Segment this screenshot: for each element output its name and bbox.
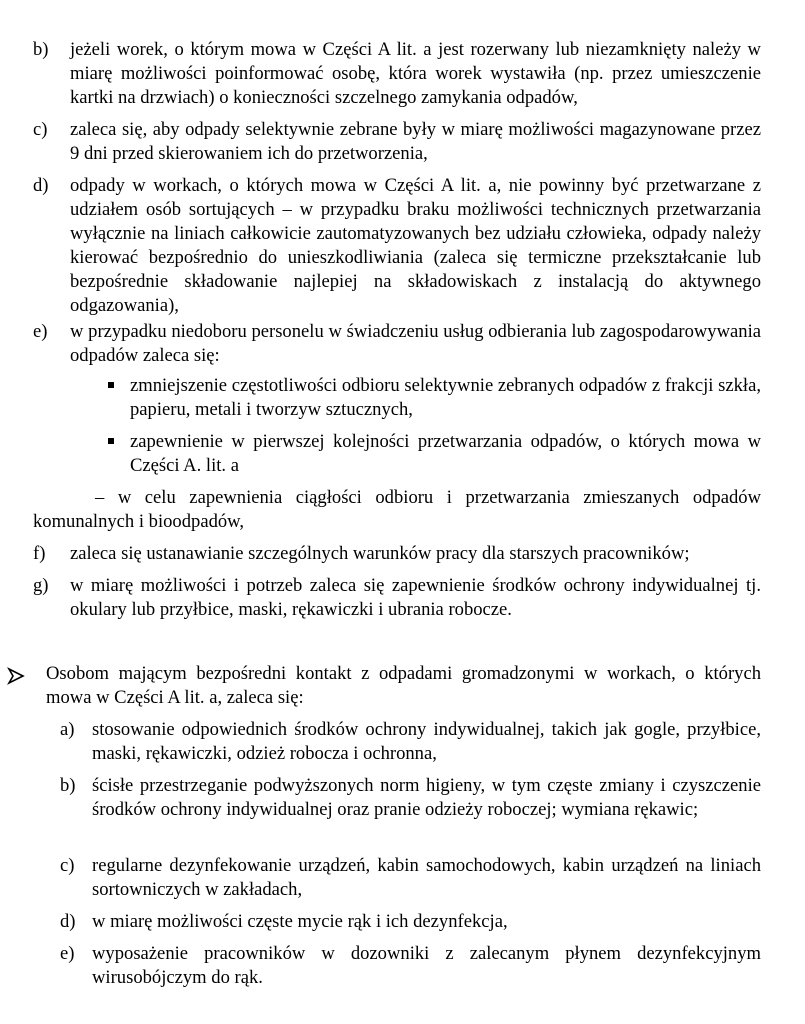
continuation-paragraph: [33, 486, 761, 534]
list-item: [92, 718, 761, 766]
list-marker: e): [33, 321, 48, 342]
list-marker: e): [60, 943, 75, 964]
list-marker: g): [33, 575, 49, 596]
list-item-text: stosowanie odpowiednich środków ochrony indywidualnej, takich jak gogle, przyłbice, maski, rękawiczki, odzież robocza i ochronna,: [92, 719, 761, 764]
square-bullet-icon: [108, 382, 114, 388]
list-marker: b): [60, 775, 76, 796]
list-item-text: zaleca się ustanawianie szczególnych warunków pracy dla starszych pracowników;: [70, 543, 690, 564]
list-item-text: w miarę możliwości częste mycie rąk i ich dezynfekcja,: [92, 911, 508, 932]
list-item-text: ścisłe przestrzeganie podwyższonych norm higieny, w tym częste zmiany i czyszczenie środków ochrony indywidualnej oraz pranie odzieży roboczej; wymiana rękawic;: [92, 775, 761, 820]
list-marker: f): [33, 543, 46, 564]
sub-bullet-text: zapewnienie w pierwszej kolejności przetwarzania odpadów, o których mowa w Części A. lit. a: [130, 431, 761, 476]
list-item: [92, 854, 761, 902]
continuation-text: – w celu zapewnienia ciągłości odbioru i przetwarzania zmieszanych odpadów komunalnych i bioodpadów,: [33, 487, 761, 532]
list-marker: d): [60, 911, 76, 932]
list-item-text: odpady w workach, o których mowa w Części A lit. a, nie powinny być przetwarzane z udziałem osób sortujących – w przypadku braku możliwości technicznych przetwarzania wyłącznie na liniach całkowicie zautomatyzowanych bez udziału człowieka, odpady należy kierować bezpośrednio do unieszkodliwiania (zaleca się termiczne przekształcanie lub bezpośrednie składowanie najlepiej na składowiskach z instalacją do aktywnego odgazowania),: [70, 175, 761, 316]
intro-paragraph: [46, 662, 761, 710]
list-item: [70, 320, 761, 368]
sub-bullet-item: [130, 374, 761, 422]
square-bullet-icon: [108, 438, 114, 444]
list-item: [70, 574, 761, 622]
list-item: [92, 774, 761, 822]
sub-bullet-item: [130, 430, 761, 478]
list-item-text: zaleca się, aby odpady selektywnie zebrane były w miarę możliwości magazynowane przez 9 dni przed skierowaniem ich do przetworzenia,: [70, 119, 761, 164]
arrow-bullet-icon: [7, 667, 25, 685]
list-item-text: w miarę możliwości i potrzeb zaleca się zapewnienie środków ochrony indywidualnej tj. okulary lub przyłbice, maski, rękawiczki i ubrania robocze.: [70, 575, 761, 620]
list-marker: a): [60, 719, 75, 740]
list-marker: c): [60, 855, 75, 876]
list-marker: b): [33, 39, 49, 60]
list-item: [92, 942, 761, 990]
list-item-text: w przypadku niedoboru personelu w świadczeniu usług odbierania lub zagospodarowywania odpadów zaleca się:: [70, 321, 761, 366]
list-item-text: wyposażenie pracowników w dozowniki z zalecanym płynem dezynfekcyjnym wirusobójczym do rąk.: [92, 943, 761, 988]
list-item: [92, 910, 761, 934]
list-item: [70, 174, 761, 318]
list-item: [70, 542, 770, 566]
list-marker: c): [33, 119, 48, 140]
intro-text: Osobom mającym bezpośredni kontakt z odpadami gromadzonymi w workach, o których mowa w Części A lit. a, zaleca się:: [46, 663, 761, 708]
list-marker: d): [33, 175, 49, 196]
list-item: [70, 38, 761, 110]
sub-bullet-text: zmniejszenie częstotliwości odbioru selektywnie zebranych odpadów z frakcji szkła, papieru, metali i tworzyw sztucznych,: [130, 375, 761, 420]
list-item: [70, 118, 761, 166]
list-item-text: regularne dezynfekowanie urządzeń, kabin samochodowych, kabin urządzeń na liniach sortowniczych w zakładach,: [92, 855, 761, 900]
list-item-text: jeżeli worek, o którym mowa w Części A lit. a jest rozerwany lub niezamknięty należy w miarę możliwości poinformować osobę, która worek wystawiła (np. przez umieszczenie kartki na drzwiach) o konieczności szczelnego zamykania odpadów,: [70, 39, 761, 108]
